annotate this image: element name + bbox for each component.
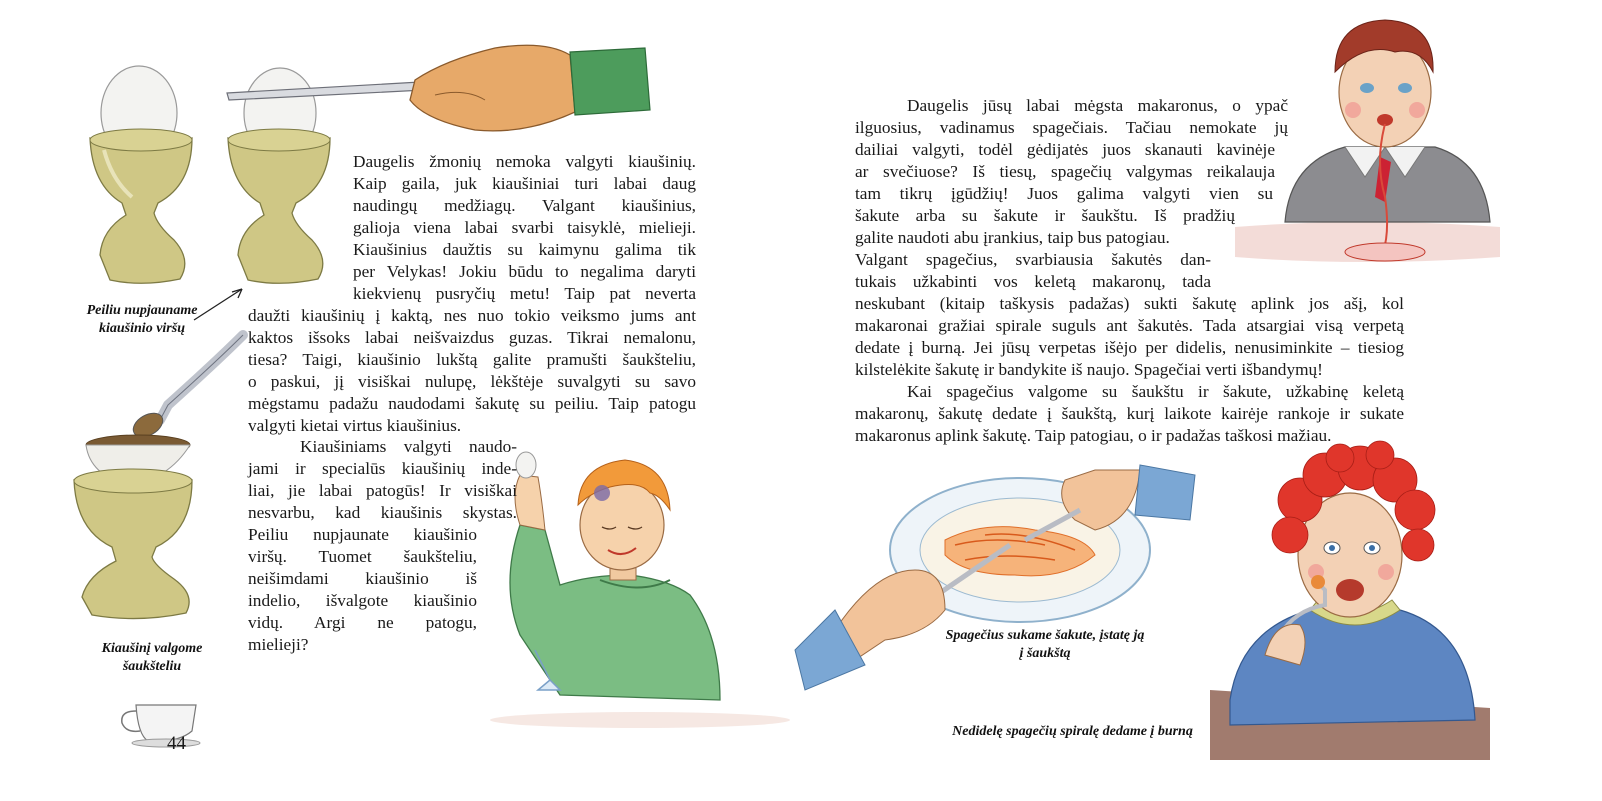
text-line: daužti kiaušinių į kaktą, nes nuo tokio veiksmo jums ant — [248, 306, 696, 325]
boy-with-egg-icon — [490, 435, 790, 725]
egg-in-cup-icon — [82, 65, 212, 285]
text-line: makaronai gražiai spirale suguls ant šakutės. Tada atsargiai visą verpetą — [855, 316, 1404, 335]
text-line: neišimdami kiaušinio iš — [248, 569, 477, 588]
text-line: galite naudoti abu įrankius, taip bus patogiau. — [855, 228, 1170, 247]
right-paragraph-1-f — [855, 249, 1211, 293]
text-line: ar svečiuose? Iš tiesų, spagečių valgymas reikalauja — [855, 162, 1275, 181]
caption-spoon-line2: šaukšteliu — [122, 659, 182, 674]
text-line: dailiai valgyti, todėl gėdijatės juos skanauti kavinėje — [855, 140, 1275, 159]
spaghetti-plate-icon — [795, 460, 1215, 700]
text-line: Valgant spagečius, svarbiausia šakutės dan- — [855, 250, 1211, 269]
right-paragraph-1-b — [855, 139, 1275, 183]
text-line: viršų. Tuomet šaukšteliu, — [248, 547, 477, 566]
text-line: liai, jie labai patogūs! Ir visiškai — [248, 481, 517, 500]
text-line: Daugelis jūsų labai mėgsta makaronus, o ypač — [907, 96, 1288, 115]
text-line: tiesa? Taigi, kiaušinio lukštą galite pramušti šaukšteliu, — [248, 350, 696, 369]
right-paragraph-1 — [855, 95, 1288, 139]
text-line: nesvarbu, kad kiaušinis skystas. — [248, 503, 517, 522]
text-line: Kiaušiniams valgyti naudo- — [300, 437, 517, 456]
teacup-icon — [118, 703, 198, 748]
caption-knife-line2: kiaušinio viršų — [99, 321, 185, 336]
caption-plate-line2: į šaukštą — [1019, 646, 1071, 661]
text-line: dedate į burną. Jei jūsų verpetas išėjo per didelis, nenusiminkite – tiesiog — [855, 338, 1404, 357]
text-line: Kiaušinius daužtis su kaimynu galima tik — [353, 240, 696, 259]
text-line: Peiliu nupjaunate kiaušinio — [248, 525, 477, 544]
right-paragraph-2 — [855, 381, 1404, 447]
text-line: jami ir specialūs kiaušinių inde- — [248, 459, 517, 478]
text-line: valgyti kietai virtus kiaušinius. — [248, 416, 462, 435]
text-line: Daugelis žmonių nemoka valgyti kiaušinių. — [353, 152, 696, 171]
text-line: vidų. Argi ne patogu, — [248, 613, 477, 632]
text-line: tam tikrų įgūdžių! Juos galima valgyti vien su — [855, 184, 1273, 203]
text-line: kaktos išsoks labai neišvaizdus guzas. Tikrai nemalonu, — [248, 328, 696, 347]
text-line: per Velykas! Jokiu būdu to negalima daryti — [353, 262, 696, 281]
left-paragraph-1-cont — [248, 305, 696, 437]
text-line: galioja viena labai svarbi taisyklė, mielieji. — [353, 218, 696, 237]
right-paragraph-1-g — [855, 293, 1404, 381]
boy-eating-spaghetti-icon — [1235, 12, 1505, 272]
text-line: indelio, išvalgote kiaušinio — [248, 591, 477, 610]
text-line: mėgstamu padažu naudodami šakutę su peiliu. Taip patogu — [248, 394, 696, 413]
text-line: ilguosius, vadinamus spagečiais. Tačiau nemokate jų — [855, 118, 1288, 137]
arrow-icon — [192, 284, 252, 324]
spoon-in-egg-cup-icon — [68, 325, 258, 620]
left-paragraph-2-cont — [248, 524, 477, 656]
text-line: o paskui, jį visiškai nulupę, lėkštėje suvalgyti su savo — [248, 372, 696, 391]
text-line: Kai spagečius valgome su šaukštu ir šakute, užkabinę keletą — [907, 382, 1404, 401]
right-paragraph-1-c — [855, 183, 1273, 205]
page-number: 44 — [167, 733, 186, 754]
girl-eating-spaghetti-icon — [1220, 440, 1500, 770]
text-line: makaronų, šakutę dedate į šaukštą, kurį laikote kairėje rankoje ir sukate — [855, 404, 1404, 423]
left-paragraph-1 — [353, 151, 696, 305]
text-line: šakute arba su šakute ir šaukštu. Iš pradžių — [855, 206, 1235, 225]
left-paragraph-2 — [248, 436, 517, 524]
knife-cutting-egg-icon — [225, 40, 655, 140]
text-line: naudingų medžiagų. Valgant kiaušinius, — [353, 196, 696, 215]
text-line: kilstelėkite šakutę ir bandykite iš naujo. Spagečiai verti išbandymų! — [855, 360, 1323, 379]
caption-spoon-line1: Kiaušinį valgome — [101, 641, 203, 656]
text-line: neskubant (kitaip taškysis padažas) sukti šakutę aplink jos ašį, kol — [855, 294, 1404, 313]
caption-knife-line1: Peiliu nupjauname — [86, 303, 198, 318]
caption-mouth: Nedidelę spagečių spiralę dedame į burną — [952, 724, 1193, 739]
text-line: makaronus aplink šakutę. Taip patogiau, o ir padažas taškosi mažiau. — [855, 426, 1332, 445]
text-line: mielieji? — [248, 635, 309, 654]
text-line: tukais užkabinti vos keletą makaronų, tada — [855, 272, 1211, 291]
caption-plate-line1: Spagečius sukame šakute, įstatę ją — [945, 628, 1145, 643]
right-paragraph-1-e — [855, 227, 1225, 249]
text-line: kiekvienų pusryčių metu! Taip pat neverta — [353, 284, 696, 303]
right-paragraph-1-d — [855, 205, 1235, 227]
text-line: Kaip gaila, juk kiaušiniai turi labai daug — [353, 174, 696, 193]
